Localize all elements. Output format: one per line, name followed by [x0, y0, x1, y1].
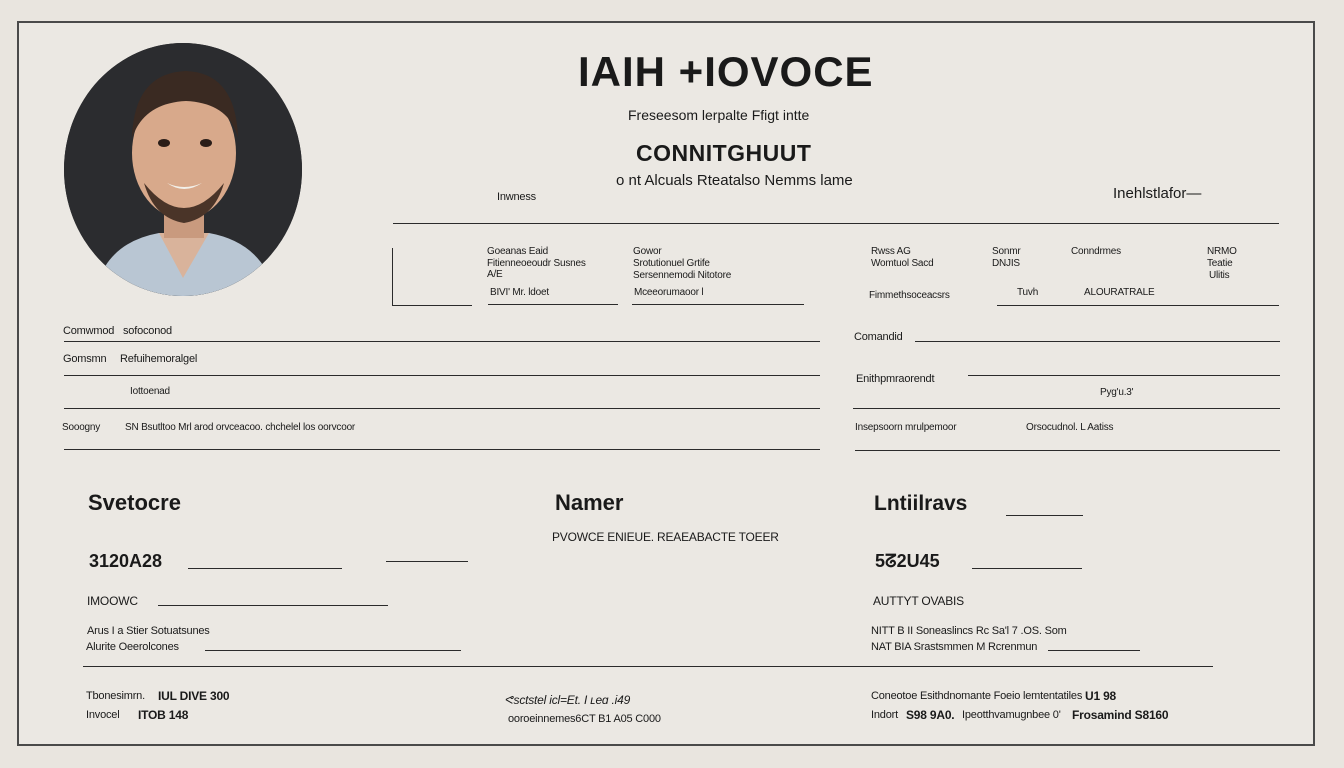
header-heading: CONNITԌHUUT — [636, 140, 812, 166]
summary-line — [205, 650, 461, 651]
label-inwness: Inwness — [497, 191, 536, 203]
info-cell: Ulitis — [1209, 270, 1230, 281]
info-cell: Tuvh — [1017, 287, 1039, 298]
table-line — [997, 305, 1279, 306]
info-cell: NRMO — [1207, 246, 1237, 257]
footer-mid-line2: ooroeinnemes6CT B1 A05 C000 — [508, 713, 661, 725]
field-label: Sooogny — [62, 422, 101, 433]
info-cell: A/E — [487, 269, 503, 280]
header-subheading: o nt Alcuals Rteatalso Nemms lame — [616, 172, 853, 189]
field-line — [64, 341, 820, 342]
field-line — [968, 375, 1280, 376]
field-value: Iottoenad — [130, 386, 170, 397]
summary-left-amount: 3120A28 — [89, 551, 163, 571]
summary-right-title: Lntiilravs — [874, 492, 968, 515]
summary-line — [188, 568, 342, 569]
info-cell: Womtuol Sacd — [871, 258, 934, 269]
summary-right-line1: NITT B II Soneaslincs Rc Sa'l 7 .OS. Som — [871, 625, 1067, 637]
summary-left-title: Svetocre — [88, 490, 181, 515]
info-cell: ALOURATRALE — [1084, 287, 1155, 298]
summary-mid-caption: PVOWCE ENIEUE. REAEABACTE TOEER — [552, 530, 779, 544]
summary-line — [972, 568, 1082, 569]
field-value: SN Bsutltoo Mrl arod orvceacoo. chchelel los oorvcoor — [125, 422, 356, 433]
field-value: Pyg'u.3' — [1100, 387, 1134, 398]
summary-left-line1: Arus I a Stier Sotuatsunes — [87, 625, 210, 637]
info-cell: Conndrmes — [1071, 246, 1121, 257]
field-line — [64, 449, 820, 450]
field-line — [915, 341, 1280, 342]
summary-right-amount: 5ᘔ2U45 — [875, 551, 940, 571]
field-label: Gomsmn — [63, 353, 107, 365]
field-value: Orsocudnol. L Aatiss — [1026, 422, 1114, 433]
field-line — [64, 408, 820, 409]
footer-label: Coneotoe Esithdnomante Foeio lemtentatiles — [871, 690, 1083, 702]
table-line — [632, 304, 804, 305]
table-line — [392, 305, 472, 306]
footer-total: Frosamind S8160 — [1072, 708, 1169, 722]
footer-label: Tbonesimrn. — [86, 690, 145, 702]
summary-left-line2: Alurite Oeerolcones — [86, 641, 179, 653]
summary-line — [1048, 650, 1140, 651]
field-label: Comwmod — [63, 325, 115, 337]
footer-value: S98 9A0. — [906, 708, 955, 722]
summary-mid-title: Namer — [555, 490, 624, 515]
info-cell: Gowor — [633, 246, 662, 257]
info-cell: Goeanas Eaid — [487, 246, 548, 257]
summary-right-line2: NAT BIA Srastsmmen M Rcrenmun — [871, 641, 1038, 653]
field-line — [853, 408, 1280, 409]
summary-left-label: IMOOWC — [87, 594, 138, 608]
field-label: Enithpmraorendt — [856, 373, 935, 385]
table-line — [488, 304, 618, 305]
signature: ᕙsctstel icl=Et. I ʟeɑ .i49 — [505, 693, 631, 707]
invoice-title: IAIH +IOVOCE — [578, 48, 874, 95]
summary-line — [158, 605, 388, 606]
summary-right-label: AUTTYT OVABIS — [873, 594, 964, 608]
footer-value: ITOB 148 — [138, 708, 189, 722]
summary-line — [1006, 515, 1083, 516]
field-label: Insepsoorn mrulpemoor — [855, 422, 957, 433]
info-cell: Mceeorumaoor l — [634, 287, 704, 298]
footer-value: IUL DIVE 300 — [158, 689, 230, 703]
field-value: sofoconod — [123, 325, 172, 337]
info-cell: Sersennemodi Nitotore — [633, 270, 732, 281]
table-left-border — [392, 248, 393, 306]
info-cell: DNJIS — [992, 258, 1020, 269]
info-cell: Teatie — [1207, 258, 1233, 269]
field-line — [64, 375, 820, 376]
info-cell: Fimmethsoceacsrs — [869, 290, 950, 301]
info-cell: Srotutionuel Grtife — [633, 258, 710, 269]
field-value: Refuihemoralgel — [120, 353, 198, 365]
footer-divider — [83, 666, 1213, 667]
header-divider — [393, 223, 1279, 224]
footer-value: U1 98 — [1085, 689, 1117, 703]
summary-line — [386, 561, 468, 562]
footer-mid-value: Ipeotthvamugnbee 0' — [962, 709, 1061, 721]
info-cell: BIVI' Mr. ldoet — [490, 287, 549, 298]
footer-label: Invocel — [86, 709, 120, 721]
field-label: Comandid — [854, 331, 903, 343]
info-cell: Rwss AG — [871, 246, 911, 257]
field-line — [855, 450, 1280, 451]
label-inehlstlafor: Inehlstlafor— — [1113, 185, 1202, 202]
info-cell: Fitienneoeoudr Susnes — [487, 258, 586, 269]
info-cell: Sonmr — [992, 246, 1021, 257]
profile-photo — [64, 43, 302, 296]
footer-label: Indort — [871, 709, 898, 721]
header-subtitle: Freseesom lerpalte Ffigt intte — [628, 107, 810, 123]
person-portrait-image — [64, 43, 302, 296]
